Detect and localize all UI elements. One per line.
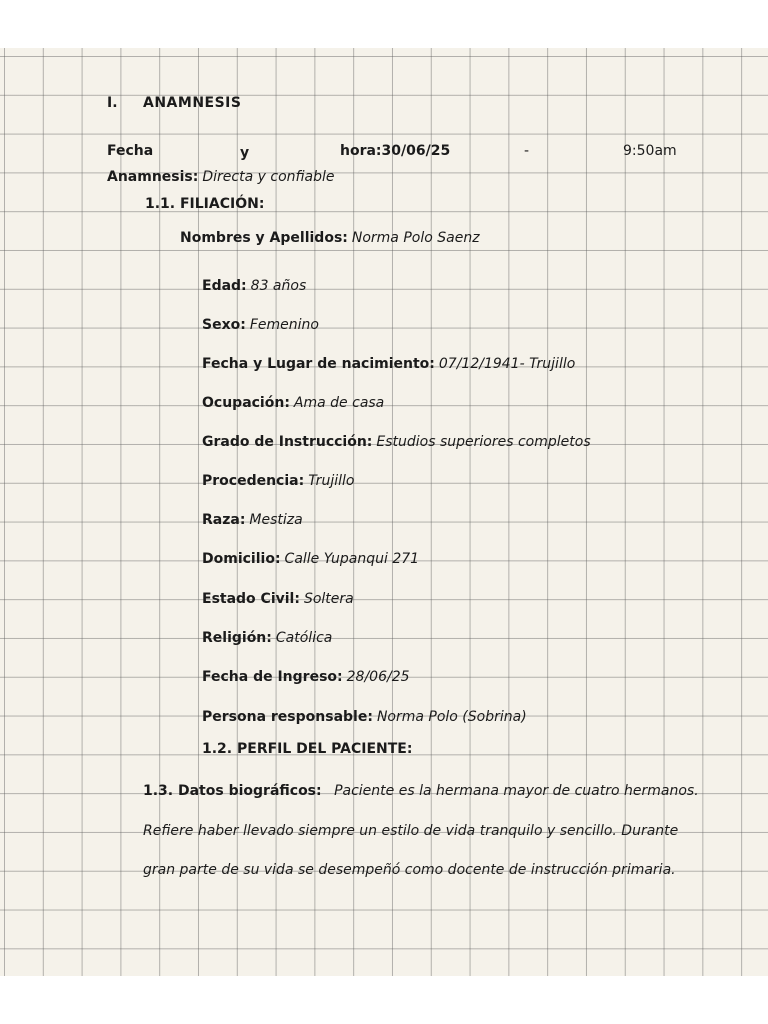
field-label: Grado de Instrucción:: [202, 434, 373, 450]
filiacion-title: 1.1. FILIACIÓN:: [145, 196, 265, 212]
hora-value: hora:30/06/25: [340, 143, 451, 159]
field-label: Persona responsable:: [202, 709, 373, 725]
field-responsable: [202, 708, 527, 726]
anamnesis-row: [107, 168, 335, 186]
field-instruccion: [202, 433, 591, 451]
field-value: Calle Yupanqui 271: [284, 551, 420, 567]
field-nacimiento: [202, 355, 575, 373]
field-value: Soltera: [303, 591, 354, 607]
field-procedencia: [202, 472, 354, 490]
datos-text-1: Paciente es la hermana mayor de cuatro hermanos.: [334, 783, 699, 799]
nombres-value: Norma Polo Saenz: [351, 230, 480, 246]
field-domicilio: [202, 550, 419, 568]
datos-line-1: [143, 782, 699, 800]
field-label: Edad:: [202, 278, 247, 294]
field-value: Femenino: [249, 317, 319, 333]
fecha-dash: -: [524, 143, 530, 159]
field-ingreso: [202, 668, 410, 686]
section-number: I.: [107, 95, 118, 111]
field-edad: [202, 277, 306, 295]
field-value: Trujillo: [308, 473, 355, 489]
field-value: 83 años: [250, 278, 307, 294]
field-ocupacion: [202, 394, 384, 412]
field-value: Mestiza: [249, 512, 303, 528]
fecha-y: y: [240, 145, 250, 161]
datos-label: 1.3. Datos biográficos:: [143, 783, 322, 799]
datos-line-2: [143, 822, 678, 840]
time-value: 9:50am: [623, 143, 677, 159]
field-value: Ama de casa: [293, 395, 385, 411]
field-label: Fecha y Lugar de nacimiento:: [202, 356, 435, 372]
datos-text-2: Refiere haber llevado siempre un estilo de vida tranquilo y sencillo. Durante: [143, 823, 679, 839]
datos-text-3: gran parte de su vida se desempeñó como docente de instrucción primaria.: [143, 862, 676, 878]
field-value: Norma Polo (Sobrina): [376, 709, 527, 725]
field-value: 07/12/1941- Trujillo: [438, 356, 576, 372]
perfil-title: 1.2. PERFIL DEL PACIENTE:: [202, 741, 413, 757]
field-sexo: [202, 316, 319, 334]
section-title: ANAMNESIS: [143, 95, 242, 111]
datos-line-3: [143, 861, 676, 879]
field-label: Estado Civil:: [202, 591, 300, 607]
nombres-row: [180, 229, 480, 247]
notebook-page: [0, 48, 768, 976]
anamnesis-value: Directa y confiable: [202, 169, 335, 185]
field-estado-civil: [202, 590, 354, 608]
field-value: Católica: [275, 630, 333, 646]
nombres-label: Nombres y Apellidos:: [180, 230, 348, 246]
field-label: Ocupación:: [202, 395, 290, 411]
field-raza: [202, 511, 303, 529]
field-label: Raza:: [202, 512, 246, 528]
field-religion: [202, 629, 332, 647]
field-label: Procedencia:: [202, 473, 305, 489]
field-value: 28/06/25: [346, 669, 410, 685]
field-value: Estudios superiores completos: [376, 434, 591, 450]
field-label: Domicilio:: [202, 551, 281, 567]
field-label: Sexo:: [202, 317, 246, 333]
anamnesis-label: Anamnesis:: [107, 169, 199, 185]
field-label: Religión:: [202, 630, 272, 646]
fecha-label: Fecha: [107, 143, 154, 159]
field-label: Fecha de Ingreso:: [202, 669, 343, 685]
